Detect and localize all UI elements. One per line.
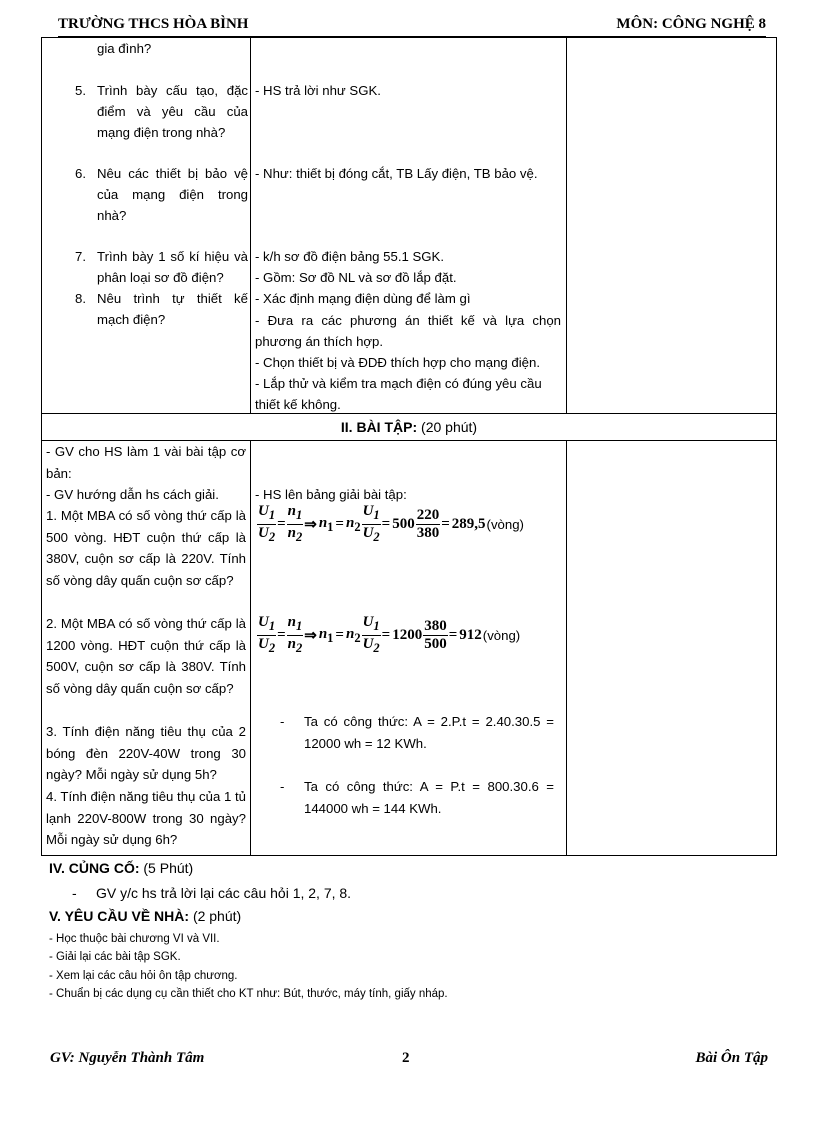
answer-3: - Ta có công thức: A = 2.P.t = 2.40.30.5 = 12000 wh = 12 KWh. — [280, 711, 554, 755]
page-header — [58, 14, 766, 37]
homework-item: - Giải lại các bài tập SGK. — [49, 951, 181, 963]
exercise-row — [42, 441, 777, 856]
consolidate-time: (5 Phút) — [143, 860, 194, 876]
formula-1: $\frac{U_1}{U_2}$ = $\frac{n_1}{n_2}$ ⇒ $n_1 = n_2$ $\frac{U_1}{U_2}$ = 500 $\frac{220}{380}$ = 289,5(vòng) — [258, 503, 524, 544]
answer-line: - Lắp thử và kiểm tra mạch điện có đúng yêu cầu thiết kế không. — [255, 376, 542, 412]
exercise-teacher-cell — [42, 441, 251, 856]
exercise-2: 2. Một MBA có số vòng thứ cấp là 1200 vòng. HĐT cuộn thứ cấp là 500V, cuộn sơ cấp là 380V. Tính số vòng dây quấn cuộn sơ cấp? — [46, 616, 246, 696]
consolidate-item: - GV y/c hs trả lời lại các câu hỏi 1, 2, 7, 8. — [72, 885, 352, 901]
homework-title: V. YÊU CẦU VỀ NHÀ: — [49, 908, 190, 924]
page-footer — [50, 1050, 768, 1070]
answer-line: - Chọn thiết bị và ĐDĐ thích hợp cho mạng điện. — [255, 355, 540, 370]
homework-time: (2 phút) — [192, 908, 242, 924]
exercise-notes-cell — [567, 441, 777, 856]
question-number: 5. — [75, 83, 86, 98]
answer-line: - Gồm: Sơ đồ NL và sơ đồ lắp đặt. — [255, 270, 457, 285]
formula-coefficient: 1200 — [392, 627, 423, 643]
formula-denominator: 500 — [424, 636, 447, 652]
formula-result: 912 — [459, 627, 482, 643]
consolidate-title: IV. CỦNG CỐ: — [49, 860, 140, 876]
consolidate-text: GV y/c hs trả lời lại các câu hỏi 1, 2, 7, 8. — [96, 885, 352, 901]
formula-numerator: 380 — [424, 618, 447, 634]
exercise-3: 3. Tính điện năng tiêu thụ của 2 bóng đèn 220V-40W trong 30 ngày? Mỗi ngày sử dụng 5h? — [46, 724, 246, 782]
teacher-text: - GV hướng dẫn hs cách giải. — [46, 487, 219, 502]
student-activity-cell — [251, 38, 567, 414]
formula-coefficient: 500 — [392, 516, 415, 532]
answer-line: - Đưa ra các phương án thiết kế và lựa chọn phương án thích hợp. — [255, 313, 561, 349]
teacher-name: GV: Nguyễn Thành Tâm — [50, 1050, 205, 1066]
homework-item: - Chuẩn bị các dụng cụ cần thiết cho KT như: Bút, thước, máy tính, giấy nháp. — [49, 988, 448, 1000]
answer-line: - k/h sơ đồ điện bảng 55.1 SGK. — [255, 249, 444, 264]
section-title — [42, 414, 777, 441]
question-text: Nêu trình tự thiết kế mạch điện? — [97, 291, 248, 327]
answer-4-text: Ta có công thức: A = P.t = 800.30.6 = 144000 wh = 144 KWh. — [304, 779, 554, 816]
homework-item: - Học thuộc bài chương VI và VII. — [49, 933, 220, 945]
question-number: 8. — [75, 291, 86, 306]
formula-result: 289,5 — [451, 516, 486, 532]
lesson-title: Bài Ôn Tập — [695, 1050, 768, 1066]
student-intro: - HS lên bảng giải bài tập: — [255, 487, 407, 502]
section-heading: II. BÀI TẬP: — [340, 419, 418, 435]
question-number: 6. — [75, 166, 86, 181]
question-text: Nêu các thiết bị bảo vệ của mạng điện trong nhà? — [97, 166, 248, 223]
teacher-text: - GV cho HS làm 1 vài bài tập cơ bản: — [46, 444, 246, 481]
teacher-activity-cell — [42, 38, 251, 414]
formula-denominator: 380 — [416, 525, 440, 541]
page-number: 2 — [402, 1050, 410, 1066]
answer-3-text: Ta có công thức: A = 2.P.t = 2.40.30.5 = 12000 wh = 12 KWh. — [304, 714, 554, 751]
section-time: (20 phút) — [421, 419, 478, 435]
answer-line: - Như: thiết bị đóng cắt, TB Lấy điện, TB bảo vệ. — [255, 166, 538, 181]
consolidate-heading — [49, 860, 193, 876]
review-row — [42, 38, 777, 414]
formula-unit: (vòng) — [486, 517, 524, 532]
lesson-table — [41, 37, 777, 856]
exercise-student-cell — [251, 441, 567, 856]
question-tail: gia đình? — [97, 41, 152, 56]
answer-line: - HS trả lời như SGK. — [255, 83, 381, 98]
answer-4: - Ta có công thức: A = P.t = 800.30.6 = 144000 wh = 144 KWh. — [280, 776, 554, 820]
school-name: TRƯỜNG THCS HÒA BÌNH — [58, 16, 249, 32]
question-number: 7. — [75, 249, 86, 264]
formula-unit: (vòng) — [482, 628, 521, 643]
answer-line: - Xác định mạng điện dùng để làm gì — [255, 291, 471, 306]
notes-cell — [567, 38, 777, 414]
subject-name: MÔN: CÔNG NGHỆ 8 — [616, 16, 766, 32]
section-row — [42, 414, 777, 441]
question-text: Trình bày 1 số kí hiệu và phân loại sơ đồ điện? — [97, 249, 248, 285]
homework-heading — [49, 908, 241, 924]
formula-numerator: 220 — [416, 507, 440, 523]
homework-item: - Xem lại các câu hỏi ôn tập chương. — [49, 970, 238, 982]
exercise-1: 1. Một MBA có số vòng thứ cấp là 500 vòng. HĐT cuộn thứ cấp là 380V, cuộn sơ cấp là 220V. Tính số vòng dây quấn cuộn sơ cấp? — [46, 508, 246, 588]
exercise-4: 4. Tính điện năng tiêu thụ của 1 tủ lạnh 220V-800W trong 30 ngày? Mỗi ngày sử dụng 6h? — [46, 789, 246, 847]
formula-2: $\frac{U_1}{U_2}$ = $\frac{n_1}{n_2}$ ⇒ $n_1 = n_2$ $\frac{U_1}{U_2}$ = 1200 $\frac{380}{500}$ = 912(vòng) — [258, 614, 521, 655]
question-text: Trình bày cấu tạo, đặc điểm và yêu cầu của mạng điện trong nhà? — [97, 83, 248, 140]
